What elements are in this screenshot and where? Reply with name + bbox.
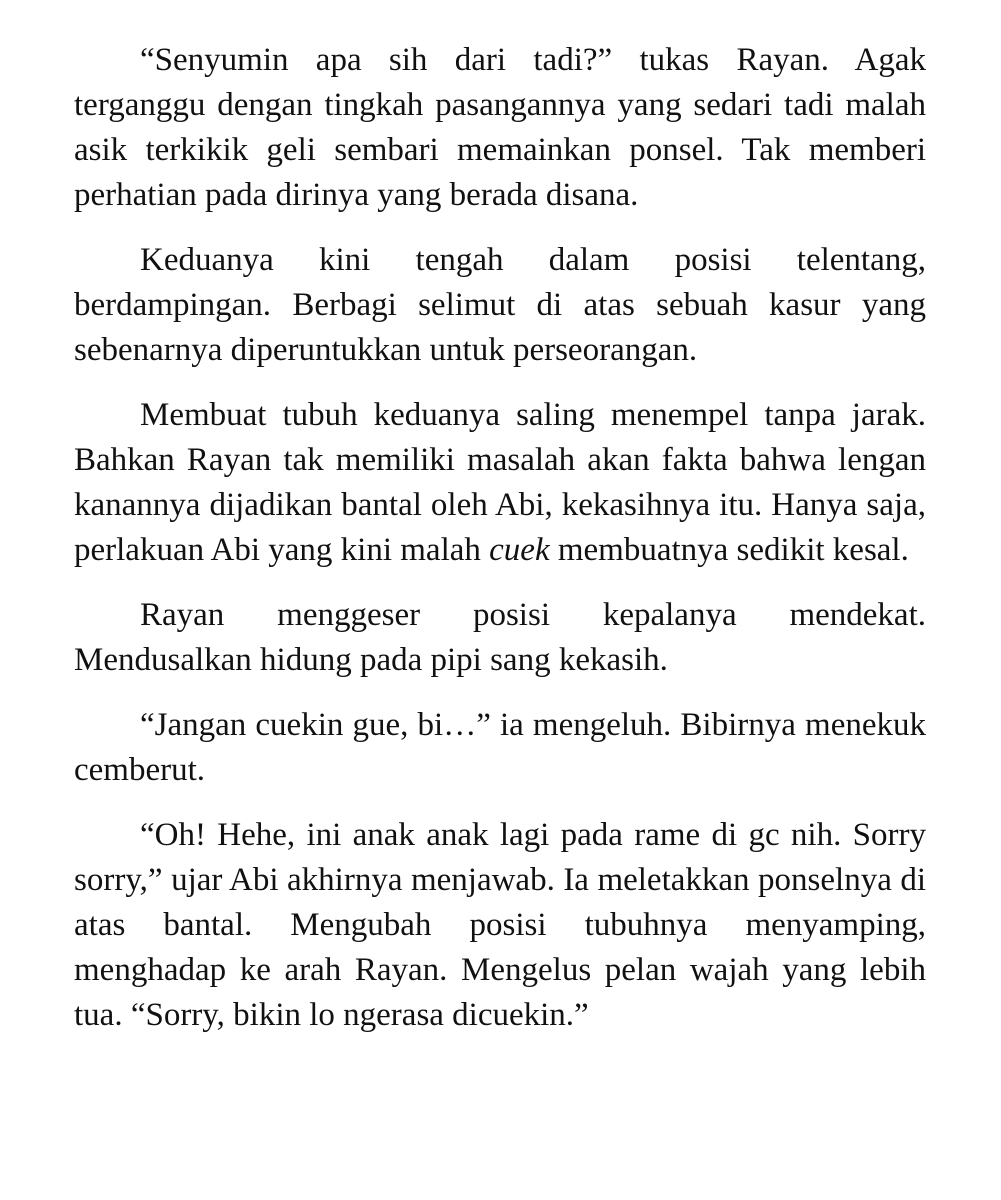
- paragraph-text: “Oh! Hehe, ini anak anak lagi pada rame di gc nih. Sorry sorry,” ujar Abi akhirnya menjawab. Ia meletakkan ponselnya di atas bantal. Mengubah posisi tubuhnya menyamping, menghadap ke arah Rayan. Mengelus pelan wajah yang lebih tua. “Sorry, bikin lo ngerasa dicuekin.”: [74, 817, 926, 1033]
- document-page: [74, 38, 926, 1038]
- paragraph-2: [74, 238, 926, 373]
- paragraph-text: Keduanya kini tengah dalam posisi telentang, berdampingan. Berbagi selimut di atas sebuah kasur yang sebenarnya diperuntukkan untuk perseorangan.: [74, 242, 926, 368]
- paragraph-text: Rayan menggeser posisi kepalanya mendekat. Mendusalkan hidung pada pipi sang kekasih.: [74, 597, 926, 678]
- paragraph-text: membuatnya sedikit kesal.: [549, 532, 909, 568]
- paragraph-5: [74, 703, 926, 793]
- paragraph-4: [74, 593, 926, 683]
- paragraph-3: [74, 393, 926, 573]
- paragraph-text: “Senyumin apa sih dari tadi?” tukas Rayan. Agak terganggu dengan tingkah pasangannya yang sedari tadi malah asik terkikik geli sembari memainkan ponsel. Tak memberi perhatian pada dirinya yang berada disana.: [74, 42, 926, 213]
- paragraph-6: [74, 813, 926, 1038]
- paragraph-text: “Jangan cuekin gue, bi…” ia mengeluh. Bibirnya menekuk cemberut.: [74, 707, 926, 788]
- paragraph-text: Membuat tubuh keduanya saling menempel tanpa jarak. Bahkan Rayan tak memiliki masalah akan fakta bahwa lengan kanannya dijadikan bantal oleh Abi, kekasihnya itu. Hanya saja, perlakuan Abi yang kini malah: [74, 397, 926, 568]
- paragraph-1: [74, 38, 926, 218]
- italic-word: cuek: [489, 532, 550, 568]
